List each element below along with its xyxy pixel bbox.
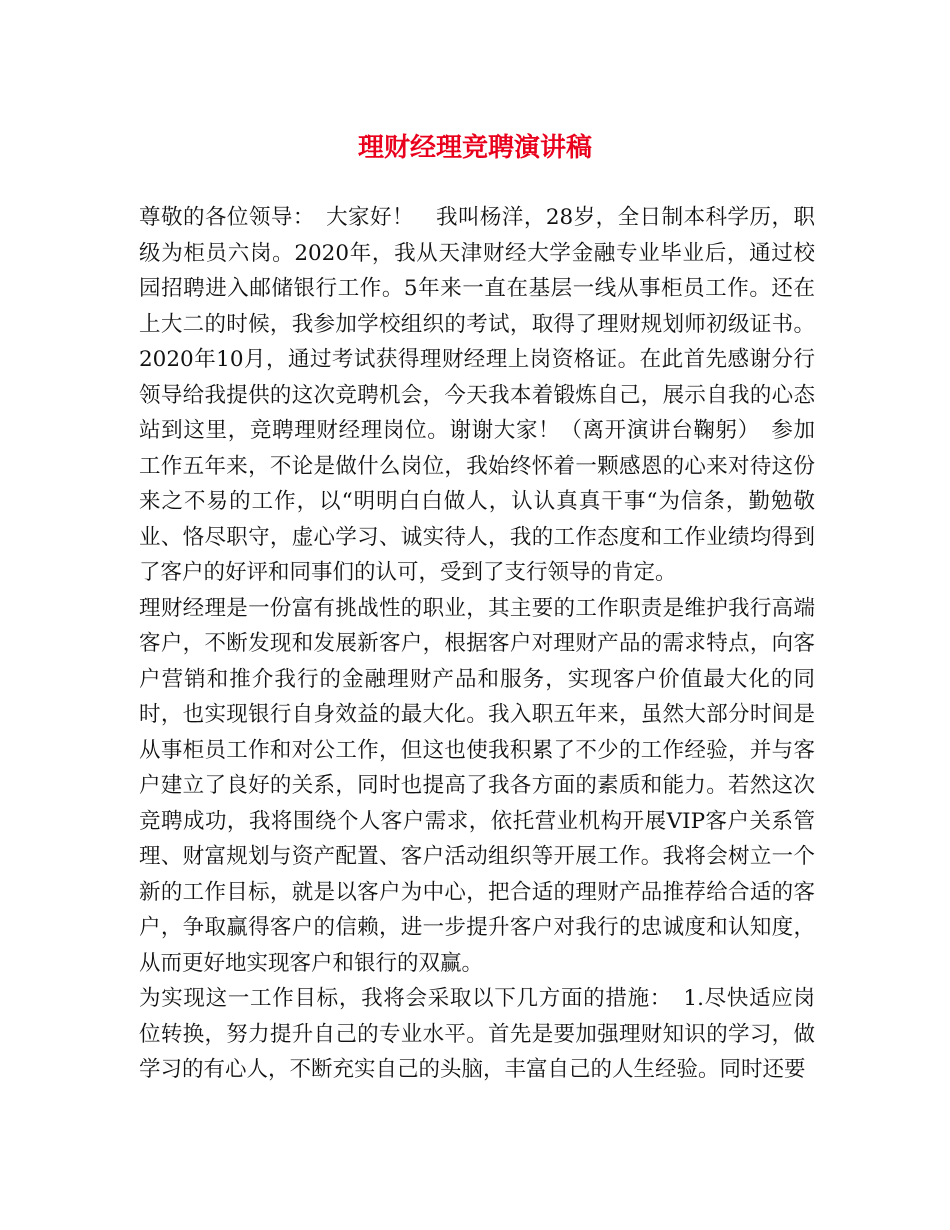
paragraph-measures: 为实现这一工作目标，我将会采取以下几方面的措施： 1.尽快适应岗位转换，努力提升自己的专业水平。首先是要加强理财知识的学习，做学习的有心人，不断充实自己的头脑，丰富自己的人生经验。同时还要 <box>139 986 815 1082</box>
document-title: 理财经理竞聘演讲稿 <box>357 133 592 163</box>
document-body <box>139 200 815 1088</box>
paragraph-greeting-intro: 尊敬的各位领导： 大家好！ 我叫杨洋，28岁，全日制本科学历，职级为柜员六岗。2020年，我从天津财经大学金融专业毕业后，通过校园招聘进入邮储银行工作。5年来一直在基层一线从事柜员工作。还在上大二的时候，我参加学校组织的考试，取得了理财规划师初级证书。2020年10月，通过考试获得理财经理上岗资格证。在此首先感谢分行领导给我提供的这次竞聘机会，今天我本着锻炼自己，展示自我的心态站到这里，竞聘理财经理岗位。谢谢大家！（离开演讲台鞠躬） 参加工作五年来，不论是做什么岗位，我始终怀着一颗感恩的心来对待这份来之不易的工作，以“明明白白做人，认认真真干事“为信条，勤勉敬业、恪尽职守，虚心学习、诚实待人，我的工作态度和工作业绩均得到了客户的好评和同事们的认可，受到了支行领导的肯定。 <box>139 205 815 585</box>
paragraph-role-description: 理财经理是一份富有挑战性的职业，其主要的工作职责是维护我行高端客户，不断发现和发展新客户，根据客户对理财产品的需求特点，向客户营销和推介我行的金融理财产品和服务，实现客户价值最大化的同时，也实现银行自身效益的最大化。我入职五年来，虽然大部分时间是从事柜员工作和对公工作，但这也使我积累了不少的工作经验，并与客户建立了良好的关系，同时也提高了我各方面的素质和能力。若然这次竞聘成功，我将围绕个人客户需求，依托营业机构开展VIP客户关系管理、财富规划与资产配置、客户活动组织等开展工作。我将会树立一个新的工作目标，就是以客户为中心，把合适的理财产品推荐给合适的客户，争取赢得客户的信赖，进一步提升客户对我行的忠诚度和认知度，从而更好地实现客户和银行的双赢。 <box>139 595 815 976</box>
